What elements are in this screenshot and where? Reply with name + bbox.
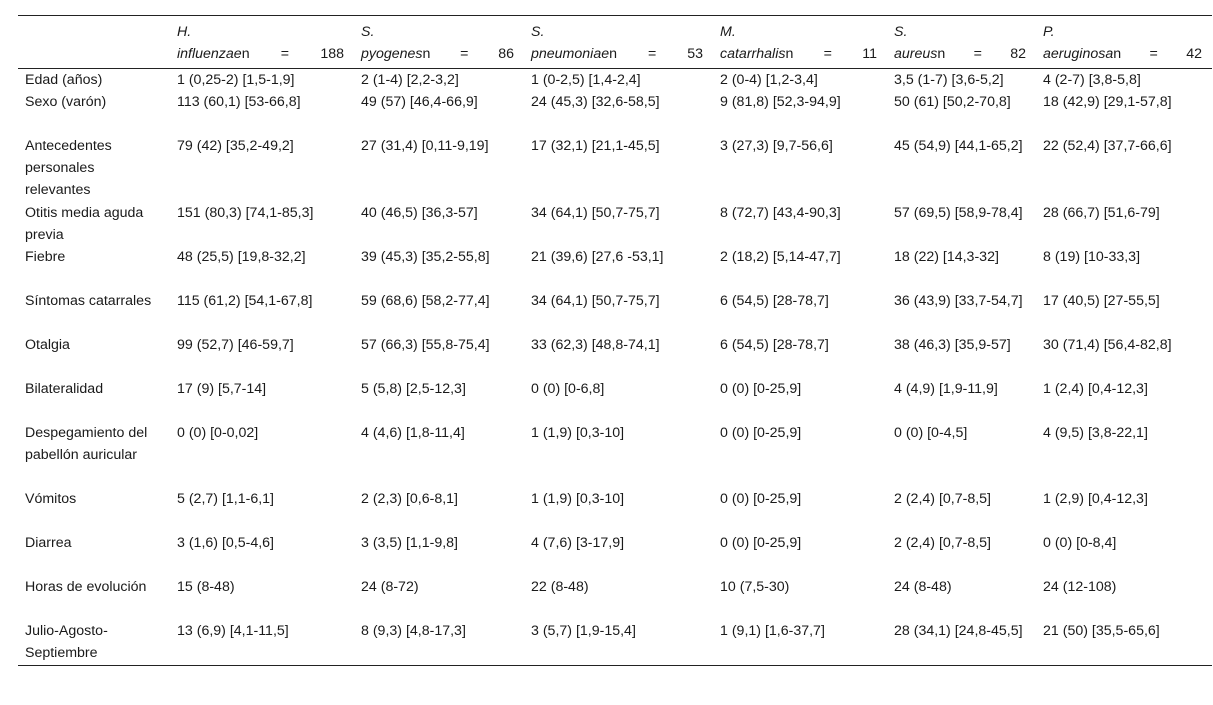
header-n-label: n xyxy=(1113,45,1122,62)
header-n-label: n xyxy=(785,45,794,62)
row-label: Diarrea xyxy=(25,535,72,552)
table-cell: 39 (45,3) [35,2-55,8] xyxy=(361,249,490,266)
table-cell: 2 (0-4) [1,2-3,4] xyxy=(720,71,818,88)
header-species-line xyxy=(720,44,877,66)
table-cell: 3 (1,6) [0,5-4,6] xyxy=(177,535,274,552)
table-cell: 0 (0) [0-25,9] xyxy=(720,535,802,552)
table-row xyxy=(18,135,1212,201)
header-species-group xyxy=(1043,44,1121,66)
header-species-line xyxy=(177,44,344,66)
table-cell: 30 (71,4) [56,4-82,8] xyxy=(1043,337,1172,354)
table-cell: 22 (8-48) xyxy=(531,579,589,596)
table-row xyxy=(18,532,1212,576)
row-label: Despegamiento del pabellón auricular xyxy=(25,425,148,464)
header-n-label: n xyxy=(609,45,617,62)
table-cell: 2 (2,3) [0,6-8,1] xyxy=(361,491,458,508)
table-cell: 6 (54,5) [28-78,7] xyxy=(720,293,829,310)
row-label: Otalgia xyxy=(25,337,70,354)
table-cell: 4 (9,5) [3,8-22,1] xyxy=(1043,425,1148,442)
table-row xyxy=(18,378,1212,422)
header-cell xyxy=(524,16,713,69)
table-cell: 0 (0) [0-25,9] xyxy=(720,425,802,442)
table-cell: 0 (0) [0-25,9] xyxy=(720,381,802,398)
header-genus: S. xyxy=(531,24,545,40)
header-species-group xyxy=(177,44,250,66)
table-cell: 1 (1,9) [0,3-10] xyxy=(531,425,625,442)
header-n-label: n xyxy=(937,45,946,62)
header-cell xyxy=(887,16,1036,69)
table-cell: 24 (8-72) xyxy=(361,579,419,596)
table-cell: 18 (42,9) [29,1-57,8] xyxy=(1043,94,1172,111)
table-row xyxy=(18,246,1212,290)
header-row xyxy=(18,16,1212,69)
header-species: pneumoniae xyxy=(531,45,610,62)
table-cell: 115 (61,2) [54,1-67,8] xyxy=(177,293,313,310)
header-species-group xyxy=(894,44,945,66)
header-equals: = xyxy=(280,45,290,62)
results-table xyxy=(18,15,1212,666)
table-cell: 59 (68,6) [58,2-77,4] xyxy=(361,293,490,310)
header-species: catarrhalis xyxy=(720,45,786,62)
table-cell: 21 (50) [35,5-65,6] xyxy=(1043,623,1160,640)
header-genus: S. xyxy=(361,24,375,40)
table-cell: 4 (2-7) [3,8-5,8] xyxy=(1043,71,1141,88)
header-species-line xyxy=(1043,44,1202,66)
row-label: Sexo (varón) xyxy=(25,94,107,111)
header-equals: = xyxy=(1149,45,1158,62)
table-cell: 38 (46,3) [35,9-57] xyxy=(894,337,1011,354)
table-cell: 8 (72,7) [43,4-90,3] xyxy=(720,204,841,221)
table-cell: 28 (34,1) [24,8-45,5] xyxy=(894,623,1023,640)
table-cell: 99 (52,7) [46-59,7] xyxy=(177,337,294,354)
table-row xyxy=(18,488,1212,532)
table-cell: 34 (64,1) [50,7-75,7] xyxy=(531,204,660,221)
header-species: aeruginosa xyxy=(1043,45,1114,62)
table-cell: 10 (7,5-30) xyxy=(720,579,790,596)
header-equals: = xyxy=(460,45,469,62)
table-cell: 2 (2,4) [0,7-8,5] xyxy=(894,491,991,508)
table-cell: 40 (46,5) [36,3-57] xyxy=(361,204,478,221)
table-cell: 28 (66,7) [51,6-79] xyxy=(1043,204,1160,221)
header-equals: = xyxy=(973,45,982,62)
table-header xyxy=(18,16,1212,69)
table-cell: 113 (60,1) [53-66,8] xyxy=(177,94,301,111)
table-cell: 5 (2,7) [1,1-6,1] xyxy=(177,491,274,508)
row-label: Julio-Agosto-Septiembre xyxy=(25,623,108,662)
table-cell: 27 (31,4) [0,11-9,19] xyxy=(361,138,489,155)
table-row xyxy=(18,334,1212,378)
header-species: aureus xyxy=(894,45,938,62)
table-cell: 15 (8-48) xyxy=(177,579,235,596)
table-cell: 3 (27,3) [9,7-56,6] xyxy=(720,138,833,155)
table-cell: 13 (6,9) [4,1-11,5] xyxy=(177,623,289,640)
header-n-value: 11 xyxy=(862,45,877,62)
row-label: Vómitos xyxy=(25,491,77,508)
header-equals: = xyxy=(823,45,832,62)
table-cell: 5 (5,8) [2,5-12,3] xyxy=(361,381,466,398)
table-cell: 1 (0-2,5) [1,4-2,4] xyxy=(531,71,641,88)
table-cell: 50 (61) [50,2-70,8] xyxy=(894,94,1011,111)
table-cell: 21 (39,6) [27,6 -53,1] xyxy=(531,249,664,266)
header-species: influenzae xyxy=(177,45,242,62)
table-cell: 1 (9,1) [1,6-37,7] xyxy=(720,623,825,640)
header-n-value: 53 xyxy=(687,45,703,62)
header-cell xyxy=(170,16,354,69)
table-cell: 8 (9,3) [4,8-17,3] xyxy=(361,623,466,640)
table-cell: 33 (62,3) [48,8-74,1] xyxy=(531,337,660,354)
header-species-group xyxy=(531,44,617,66)
table-cell: 151 (80,3) [74,1-85,3] xyxy=(177,204,314,221)
table-cell: 24 (45,3) [32,6-58,5] xyxy=(531,94,660,111)
table-row xyxy=(18,422,1212,488)
table-row xyxy=(18,68,1212,91)
header-n-value: 86 xyxy=(498,45,514,62)
header-genus: H. xyxy=(177,24,192,40)
row-label: Antecedentes personales relevantes xyxy=(25,138,112,198)
row-label: Fiebre xyxy=(25,249,66,266)
table-cell: 3 (3,5) [1,1-9,8] xyxy=(361,535,458,552)
table-cell: 49 (57) [46,4-66,9] xyxy=(361,94,478,111)
table-cell: 0 (0) [0-25,9] xyxy=(720,491,802,508)
table-cell: 0 (0) [0-6,8] xyxy=(531,381,605,398)
header-species-group xyxy=(361,44,430,66)
table-cell: 17 (9) [5,7-14] xyxy=(177,381,267,398)
table-cell: 3 (5,7) [1,9-15,4] xyxy=(531,623,636,640)
table-cell: 8 (19) [10-33,3] xyxy=(1043,249,1141,266)
header-equals: = xyxy=(647,45,657,62)
table-row xyxy=(18,202,1212,247)
header-n-label: n xyxy=(241,45,250,62)
table-cell: 1 (2,9) [0,4-12,3] xyxy=(1043,491,1148,508)
table-cell: 0 (0) [0-8,4] xyxy=(1043,535,1117,552)
table-cell: 3,5 (1-7) [3,6-5,2] xyxy=(894,71,1004,88)
header-genus: P. xyxy=(1043,24,1055,40)
table-body xyxy=(18,68,1212,665)
table-cell: 1 (2,4) [0,4-12,3] xyxy=(1043,381,1148,398)
table-cell: 36 (43,9) [33,7-54,7] xyxy=(894,293,1023,310)
table-cell: 2 (2,4) [0,7-8,5] xyxy=(894,535,991,552)
table-cell: 0 (0) [0-0,02] xyxy=(177,425,259,442)
header-n-value: 82 xyxy=(1010,45,1026,62)
table-cell: 2 (1-4) [2,2-3,2] xyxy=(361,71,459,88)
header-species: pyogenes xyxy=(361,45,423,62)
header-species-line xyxy=(531,44,703,66)
row-label: Otitis media aguda previa xyxy=(25,204,144,243)
header-cell xyxy=(354,16,524,69)
row-label: Síntomas catarrales xyxy=(25,293,152,310)
table-cell: 4 (7,6) [3-17,9] xyxy=(531,535,625,552)
table-row xyxy=(18,620,1212,665)
table-cell: 17 (32,1) [21,1-45,5] xyxy=(531,138,660,155)
table-cell: 45 (54,9) [44,1-65,2] xyxy=(894,138,1023,155)
table-cell: 17 (40,5) [27-55,5] xyxy=(1043,293,1160,310)
table-cell: 9 (81,8) [52,3-94,9] xyxy=(720,94,841,111)
row-label: Bilateralidad xyxy=(25,381,104,398)
table-cell: 24 (12-108) xyxy=(1043,579,1117,596)
table-row xyxy=(18,91,1212,135)
table-cell: 0 (0) [0-4,5] xyxy=(894,425,968,442)
table-cell: 1 (1,9) [0,3-10] xyxy=(531,491,625,508)
header-genus: S. xyxy=(894,24,908,40)
header-cell xyxy=(713,16,887,69)
table-cell: 2 (18,2) [5,14-47,7] xyxy=(720,249,841,266)
row-label: Horas de evolución xyxy=(25,579,147,596)
header-species-line xyxy=(894,44,1026,66)
table-row xyxy=(18,290,1212,334)
header-genus: M. xyxy=(720,24,736,40)
header-species-line xyxy=(361,44,514,66)
row-label: Edad (años) xyxy=(25,71,103,88)
table-cell: 79 (42) [35,2-49,2] xyxy=(177,138,294,155)
table-row xyxy=(18,576,1212,620)
header-n-label: n xyxy=(422,45,431,62)
table-cell: 4 (4,9) [1,9-11,9] xyxy=(894,381,998,398)
header-empty-cell xyxy=(18,16,170,69)
table-cell: 6 (54,5) [28-78,7] xyxy=(720,337,829,354)
table-cell: 57 (66,3) [55,8-75,4] xyxy=(361,337,490,354)
header-cell xyxy=(1036,16,1212,69)
table-cell: 57 (69,5) [58,9-78,4] xyxy=(894,204,1023,221)
table-cell: 18 (22) [14,3-32] xyxy=(894,249,999,266)
header-n-value: 188 xyxy=(320,45,344,62)
header-species-group xyxy=(720,44,793,66)
header-n-value: 42 xyxy=(1186,45,1202,62)
table-cell: 4 (4,6) [1,8-11,4] xyxy=(361,425,465,442)
table-cell: 48 (25,5) [19,8-32,2] xyxy=(177,249,306,266)
table-cell: 1 (0,25-2) [1,5-1,9] xyxy=(177,71,295,88)
table-cell: 24 (8-48) xyxy=(894,579,952,596)
table-cell: 34 (64,1) [50,7-75,7] xyxy=(531,293,660,310)
table-cell: 22 (52,4) [37,7-66,6] xyxy=(1043,138,1172,155)
